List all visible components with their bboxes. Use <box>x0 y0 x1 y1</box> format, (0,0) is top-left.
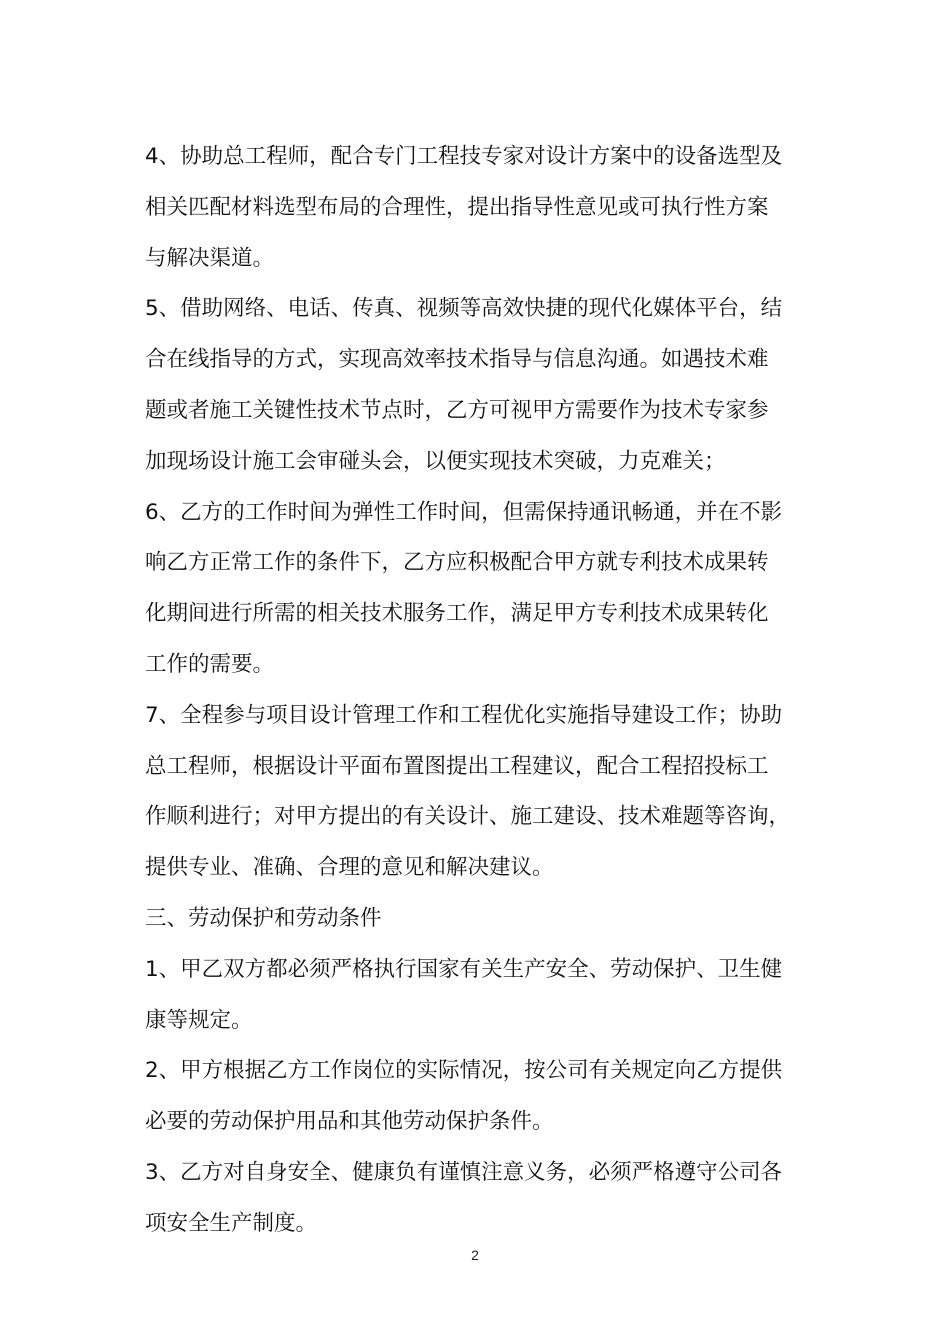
text-line: 5、借助网络、电话、传真、视频等高效快捷的现代化媒体平台，结 <box>145 296 783 322</box>
page-number: 2 <box>471 1247 479 1263</box>
text-line: 1、甲乙双方都必须严格执行国家有关生产安全、劳动保护、卫生健 <box>145 956 783 982</box>
text-line: 康等规定。 <box>145 1007 253 1033</box>
section-heading: 三、劳动保护和劳动条件 <box>145 905 382 931</box>
text-line: 必要的劳动保护用品和其他劳动保护条件。 <box>145 1109 554 1135</box>
text-line: 4、协助总工程师，配合专门工程技专家对设计方案中的设备选型及 <box>145 144 783 169</box>
text-line: 6、乙方的工作时间为弹性工作时间，但需保持通讯畅通，并在不影 <box>145 499 783 525</box>
text-line: 与解决渠道。 <box>145 245 275 271</box>
text-line: 相关匹配材料选型布局的合理性，提出指导性意见或可执行性方案 <box>145 194 769 220</box>
text-line: 化期间进行所需的相关技术服务工作，满足甲方专利技术成果转化 <box>145 601 769 627</box>
text-line: 响乙方正常工作的条件下，乙方应积极配合甲方就专利技术成果转 <box>145 550 769 576</box>
text-line: 题或者施工关键性技术节点时，乙方可视甲方需要作为技术专家参 <box>145 397 769 423</box>
text-line: 作顺利进行；对甲方提出的有关设计、施工建设、技术难题等咨询， <box>145 804 791 830</box>
text-line: 合在线指导的方式，实现高效率技术指导与信息沟通。如遇技术难 <box>145 347 769 373</box>
text-line: 提供专业、准确、合理的意见和解决建议。 <box>145 855 554 881</box>
text-line: 项安全生产制度。 <box>145 1210 318 1236</box>
text-line: 加现场设计施工会审碰头会，以便实现技术突破，力克难关； <box>145 448 726 474</box>
text-line: 7、全程参与项目设计管理工作和工程优化实施指导建设工作；协助 <box>145 702 783 728</box>
text-line: 3、乙方对自身安全、健康负有谨慎注意义务，必须严格遵守公司各 <box>145 1159 783 1185</box>
text-line: 总工程师，根据设计平面布置图提出工程建议，配合工程招投标工 <box>145 753 769 779</box>
text-line: 2、甲方根据乙方工作岗位的实际情况，按公司有关规定向乙方提供 <box>145 1058 783 1084</box>
text-line: 工作的需要。 <box>145 651 275 677</box>
document-body <box>145 132 845 1250</box>
